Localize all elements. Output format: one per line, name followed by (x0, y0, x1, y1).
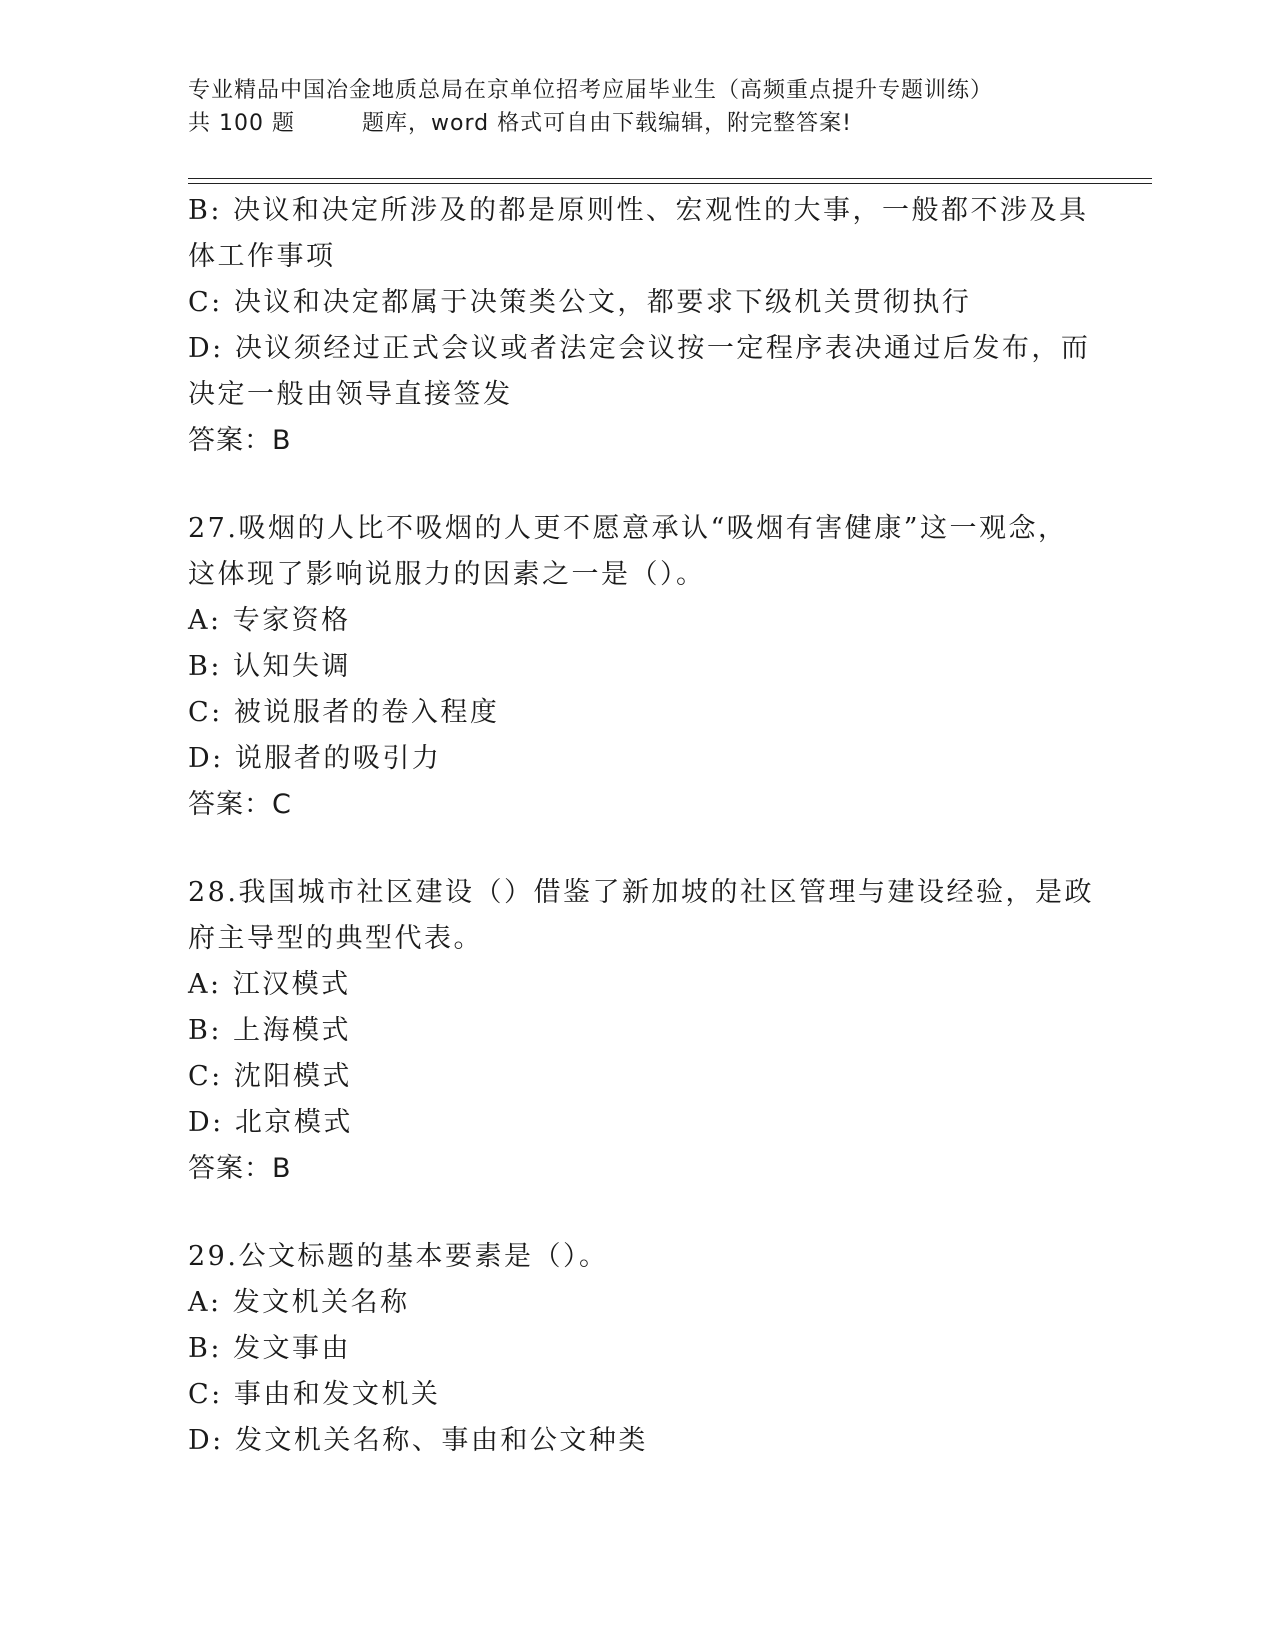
document-header (188, 74, 1128, 140)
option-c: C: 决议和决定都属于决策类公文，都要求下级机关贯彻执行 (188, 287, 972, 318)
header-divider-top (188, 178, 1152, 179)
option-c: C: 沈阳模式 (188, 1061, 352, 1092)
question-stem-line2: 这体现了影响说服力的因素之一是（）。 (188, 559, 706, 590)
document-body (188, 188, 1094, 1464)
option-d: D: 发文机关名称、事由和公文种类 (188, 1425, 648, 1456)
header-title: 专业精品中国冶金地质总局在京单位招考应届毕业生（高频重点提升专题训练） (188, 78, 994, 103)
option-b: B: 上海模式 (188, 1015, 352, 1046)
answer: 答案：B (188, 1153, 292, 1184)
question-stem-line1: 27.吸烟的人比不吸烟的人更不愿意承认“吸烟有害健康”这一观念， (188, 513, 1068, 544)
option-c: C: 被说服者的卷入程度 (188, 697, 500, 728)
question-26-tail (188, 188, 1091, 464)
option-d-line1: D: 决议须经过正式会议或者法定会议按一定程序表决通过后发布，而 (188, 333, 1091, 364)
option-b-line1: B: 决议和决定所涉及的都是原则性、宏观性的大事，一般都不涉及具 (188, 195, 1089, 226)
option-d: D: 北京模式 (188, 1107, 353, 1138)
option-c: C: 事由和发文机关 (188, 1379, 441, 1410)
answer: 答案：C (188, 789, 292, 820)
header-description: 题库，word 格式可自由下载编辑，附完整答案! (362, 111, 852, 136)
question-stem-line2: 府主导型的典型代表。 (188, 923, 483, 954)
option-d-line2: 决定一般由领导直接签发 (188, 379, 513, 410)
option-d: D: 说服者的吸引力 (188, 743, 442, 774)
question-stem-line1: 28.我国城市社区建设（）借鉴了新加坡的社区管理与建设经验，是政 (188, 877, 1094, 908)
question-stem-line1: 29.公文标题的基本要素是（）。 (188, 1241, 609, 1272)
question-28 (188, 870, 1094, 1192)
option-a: A: 发文机关名称 (188, 1287, 410, 1318)
option-a: A: 江汉模式 (188, 969, 351, 1000)
option-b: B: 认知失调 (188, 651, 352, 682)
question-27 (188, 506, 1088, 828)
question-count: 共 100 题 (188, 111, 295, 136)
answer: 答案：B (188, 425, 292, 456)
option-a: A: 专家资格 (188, 605, 351, 636)
question-29 (188, 1234, 1088, 1464)
option-b: B: 发文事由 (188, 1333, 352, 1364)
option-b-line2: 体工作事项 (188, 241, 336, 272)
header-divider-bottom (188, 183, 1152, 184)
header-subtitle (188, 107, 1128, 140)
